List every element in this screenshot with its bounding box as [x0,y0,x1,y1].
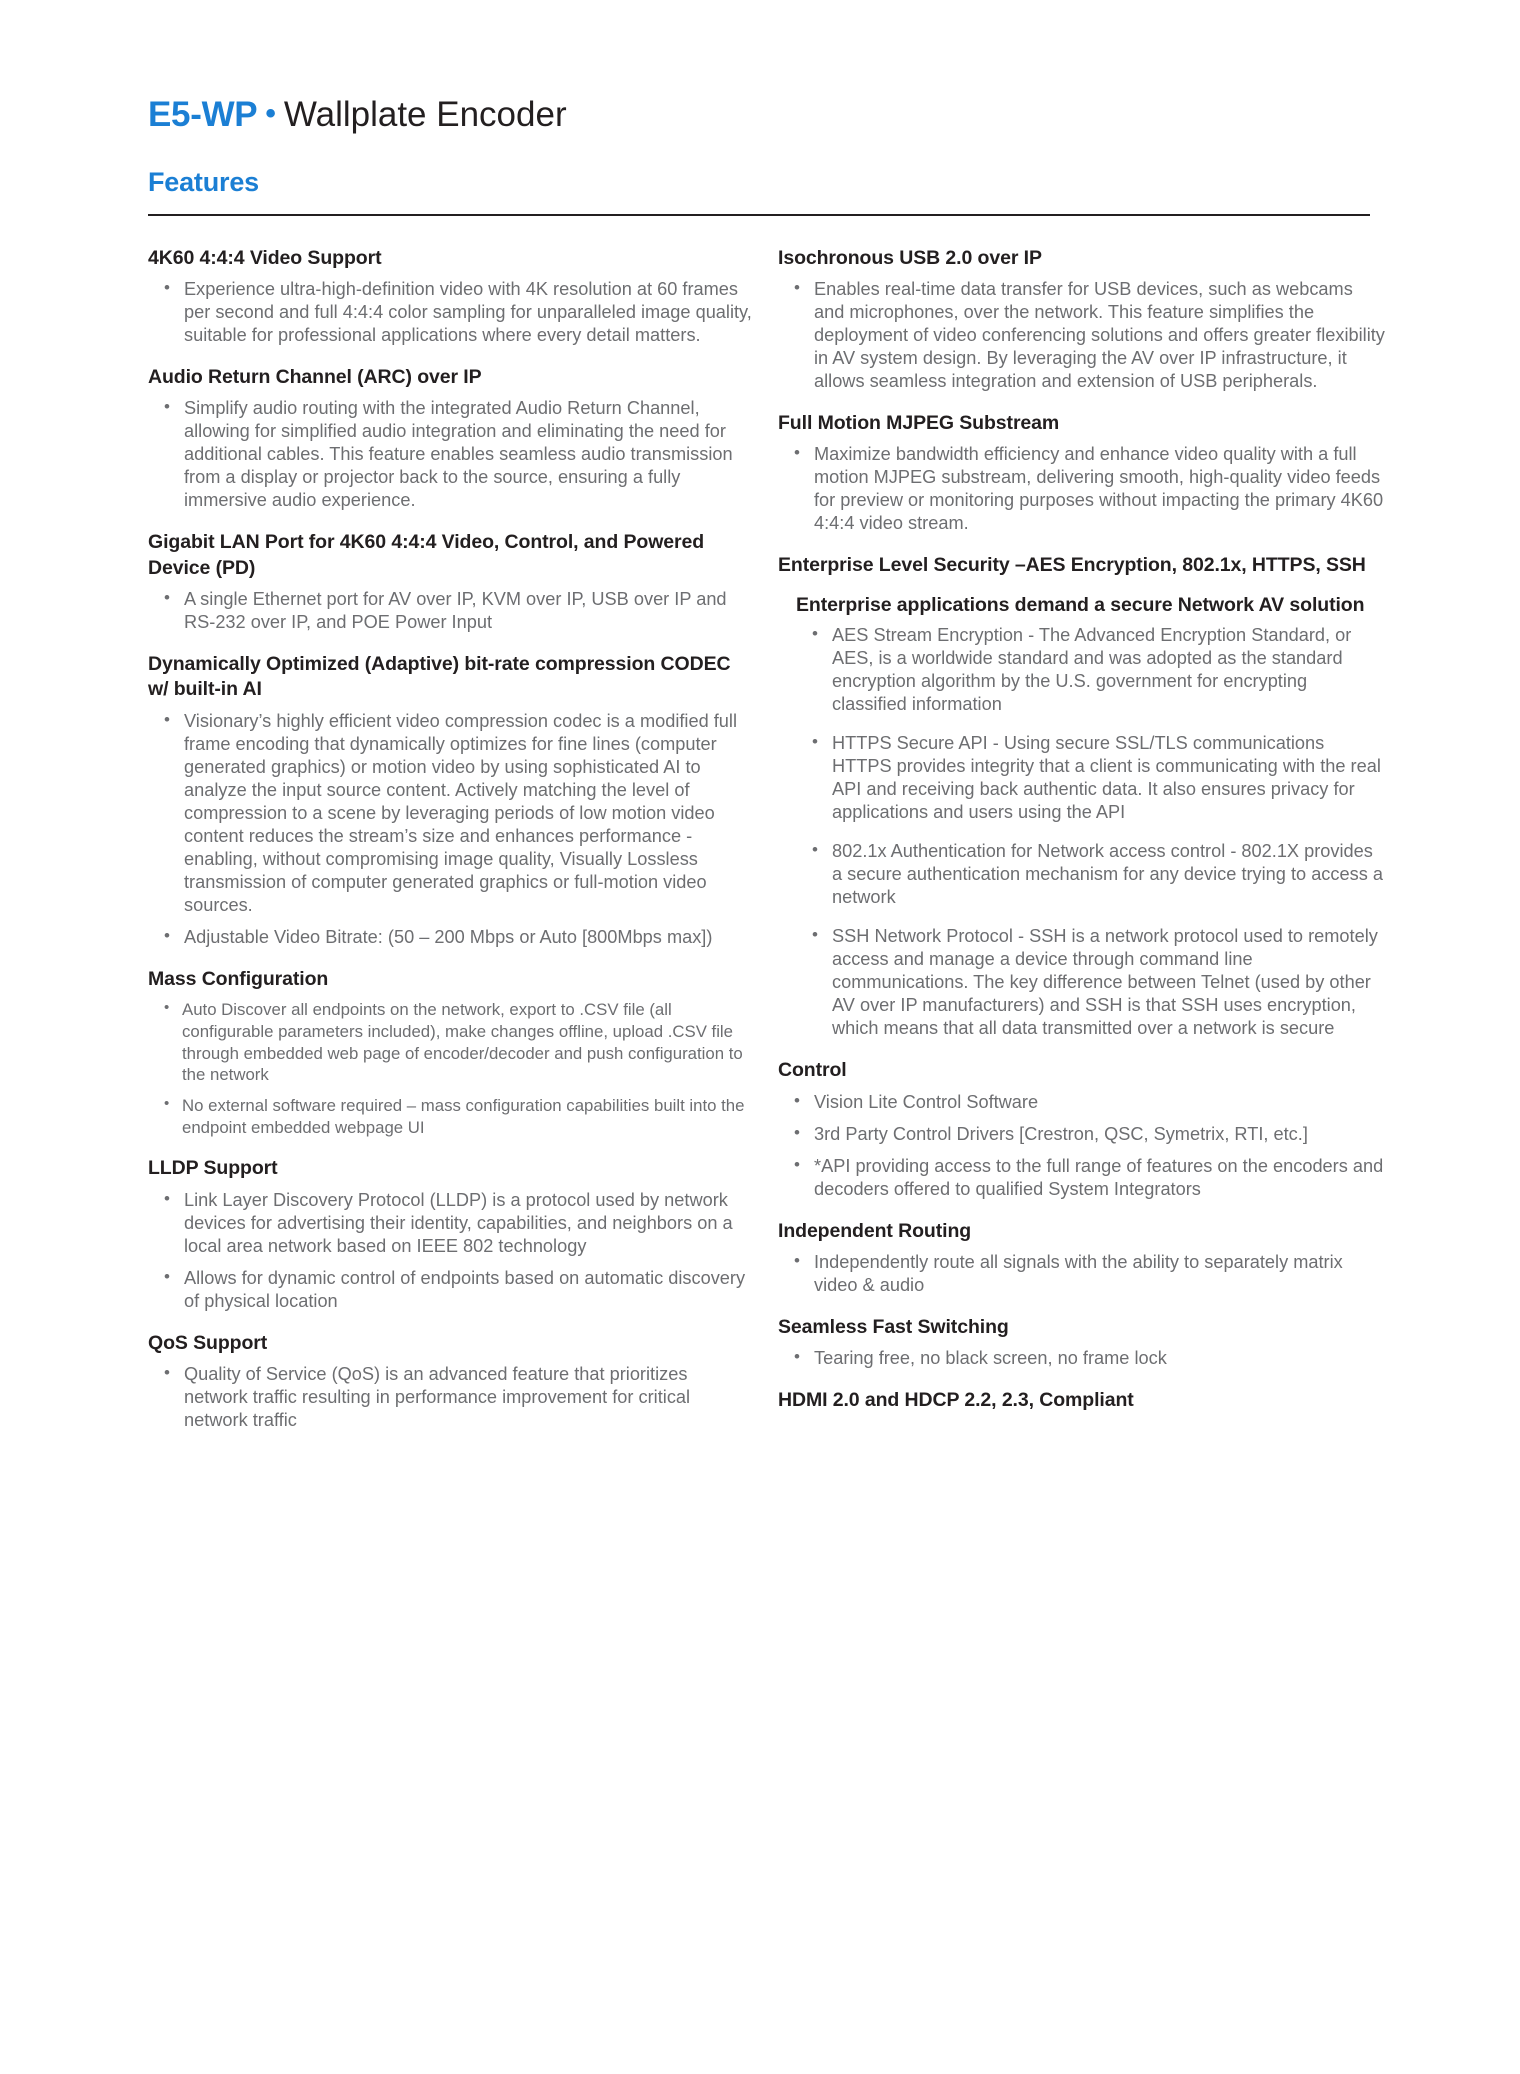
feature-bullet-list [148,710,756,949]
feature-block-4k60-4-4-4-video-support [148,246,756,347]
feature-heading: Seamless Fast Switching [778,1316,1009,1339]
feature-block-qos-support [148,1331,756,1432]
product-subject: Wallplate Encoder [283,95,567,134]
feature-bullet-item: • Enables real-time data transfer for USB devices, such as webcams and microphones, over the network. This feature simplifies the deployment of video conferencing solutions and offers greater flexibility in AV system design. By leveraging the AV over IP infrastructure, it allows seamless integration and extension of USB peripherals. [778,278,1386,393]
feature-heading: 4K60 4:4:4 Video Support [148,246,382,269]
feature-bullet-item: • AES Stream Encryption - The Advanced Encryption Standard, or AES, is a worldwide standard and was adopted as the standard encryption algorithm by the U.S. government for encrypting classified information [796,624,1386,716]
feature-bullet-item: • Experience ultra-high-definition video with 4K resolution at 60 frames per second and full 4:4:4 color sampling for unparalleled image quality, suitable for professional applications where every detail matters. [148,278,756,347]
feature-block-mass-configuration [148,967,756,1138]
feature-bullet-list [148,588,756,634]
feature-heading: Audio Return Channel (ARC) over IP [148,365,482,388]
feature-bullet-item: • 802.1x Authentication for Network access control - 802.1X provides a secure authentication mechanism for any device trying to access a network [796,840,1386,909]
feature-bullet-item: • Allows for dynamic control of endpoints based on automatic discovery of physical location [148,1267,756,1313]
feature-subheading: Enterprise applications demand a secure Network AV solution [796,593,1365,616]
feature-bullet-item: • *API providing access to the full range of features on the encoders and decoders offered to qualified System Integrators [778,1155,1386,1201]
feature-bullet-item: • No external software required – mass configuration capabilities built into the endpoint embedded webpage UI [148,1095,756,1138]
header-divider [148,214,1370,216]
feature-bullet-list [796,624,1386,1040]
feature-heading: Dynamically Optimized (Adaptive) bit-rate compression CODEC w/ built-in AI [148,653,731,701]
page-title [148,96,1393,135]
feature-bullet-item: • HTTPS Secure API - Using secure SSL/TLS communications HTTPS provides integrity that a client is communicating with the real API and receiving back authentic data. It also ensures privacy for applications and users using the API [796,732,1386,824]
feature-heading: Control [778,1059,847,1082]
feature-heading: Isochronous USB 2.0 over IP [778,246,1042,269]
feature-bullet-item: • Quality of Service (QoS) is an advanced feature that prioritizes network traffic resulting in performance improvement for critical network traffic [148,1363,756,1432]
feature-block-hdmi-2-0-and-hdcp-2-2-2-3-compliant [778,1388,1386,1413]
feature-block-audio-return-channel-arc-over-ip [148,365,756,512]
feature-bullet-item: • Maximize bandwidth efficiency and enhance video quality with a full motion MJPEG substream, delivering smooth, high-quality video feeds for preview or monitoring purposes without impacting the primary 4K60 4:4:4 video stream. [778,443,1386,535]
feature-heading: Full Motion MJPEG Substream [778,411,1060,434]
left-column [148,246,756,1434]
feature-heading: Enterprise Level Security –AES Encryption, 802.1x, HTTPS, SSH [778,554,1366,577]
page-content [148,96,1393,1434]
title-separator-bullet: • [265,97,276,130]
feature-bullet-list [148,999,756,1138]
feature-block-control [778,1058,1386,1200]
feature-bullet-list [148,397,756,512]
feature-block-lldp-support [148,1156,756,1312]
feature-bullet-list [148,1189,756,1313]
feature-block-gigabit-lan-port-for-4k60-4-4-4-video-control-an [148,530,756,634]
feature-bullet-list [778,1251,1386,1297]
feature-block-isochronous-usb-2-0-over-ip [778,246,1386,393]
two-column-layout [148,246,1393,1434]
feature-bullet-item: • Auto Discover all endpoints on the network, export to .CSV file (all configurable parameters included), make changes offline, upload .CSV file through embedded web page of encoder/decoder and push configuration to the network [148,999,756,1086]
feature-bullet-item: • Independently route all signals with the ability to separately matrix video & audio [778,1251,1386,1297]
feature-block-full-motion-mjpeg-substream [778,411,1386,535]
feature-bullet-item: • Vision Lite Control Software [778,1091,1386,1114]
feature-heading: QoS Support [148,1331,268,1354]
feature-bullet-item: • Simplify audio routing with the integrated Audio Return Channel, allowing for simplified audio integration and eliminating the need for additional cables. This feature enables seamless audio transmission from a display or projector back to the source, ensuring a fully immersive audio experience. [148,397,756,512]
feature-heading: Independent Routing [778,1219,972,1242]
feature-bullet-list [778,1091,1386,1201]
feature-heading: Mass Configuration [148,967,329,990]
feature-bullet-item: • Visionary’s highly efficient video compression codec is a modified full frame encoding that dynamically optimizes for fine lines (computer generated graphics) or motion video by using sophisticated AI to analyze the input source content. Actively matching the level of compression to a scene by leveraging periods of low motion video content reduces the stream’s size and enhances performance - enabling, without compromising image quality, Visually Lossless transmission of computer generated graphics or full-motion video sources. [148,710,756,917]
feature-heading: LLDP Support [148,1157,278,1180]
feature-block-independent-routing [778,1219,1386,1297]
feature-bullet-item: • Adjustable Video Bitrate: (50 – 200 Mbps or Auto [800Mbps max]) [148,926,756,949]
feature-heading: Gigabit LAN Port for 4K60 4:4:4 Video, Control, and Powered Device (PD) [148,531,705,579]
feature-bullet-item: • Tearing free, no black screen, no frame lock [778,1347,1386,1370]
feature-bullet-list [148,1363,756,1432]
section-header-features: Features [148,166,259,197]
feature-heading: HDMI 2.0 and HDCP 2.2, 2.3, Compliant [778,1389,1134,1412]
feature-block-enterprise-level-security-aes-encryption-802-1x- [778,553,1386,1040]
feature-block-dynamically-optimized-adaptive-bit-rate-compress [148,652,756,949]
feature-bullet-item: • Link Layer Discovery Protocol (LLDP) is a protocol used by network devices for advertising their identity, capabilities, and neighbors on a local area network based on IEEE 802 technology [148,1189,756,1258]
feature-bullet-list [148,278,756,347]
right-column [778,246,1386,1421]
feature-bullet-item: • SSH Network Protocol - SSH is a network protocol used to remotely access and manage a device through command line communications. The key difference between Telnet (used by other AV over IP manufacturers) and SSH is that SSH uses encryption, which means that all data transmitted over a network is secure [796,925,1386,1040]
feature-bullet-list [778,278,1386,393]
feature-bullet-item: • A single Ethernet port for AV over IP, KVM over IP, USB over IP and RS-232 over IP, and POE Power Input [148,588,756,634]
product-model: E5-WP [148,95,258,134]
feature-bullet-list [778,443,1386,535]
feature-bullet-item: • 3rd Party Control Drivers [Crestron, QSC, Symetrix, RTI, etc.] [778,1123,1386,1146]
feature-block-seamless-fast-switching [778,1315,1386,1370]
feature-bullet-list [778,1347,1386,1370]
